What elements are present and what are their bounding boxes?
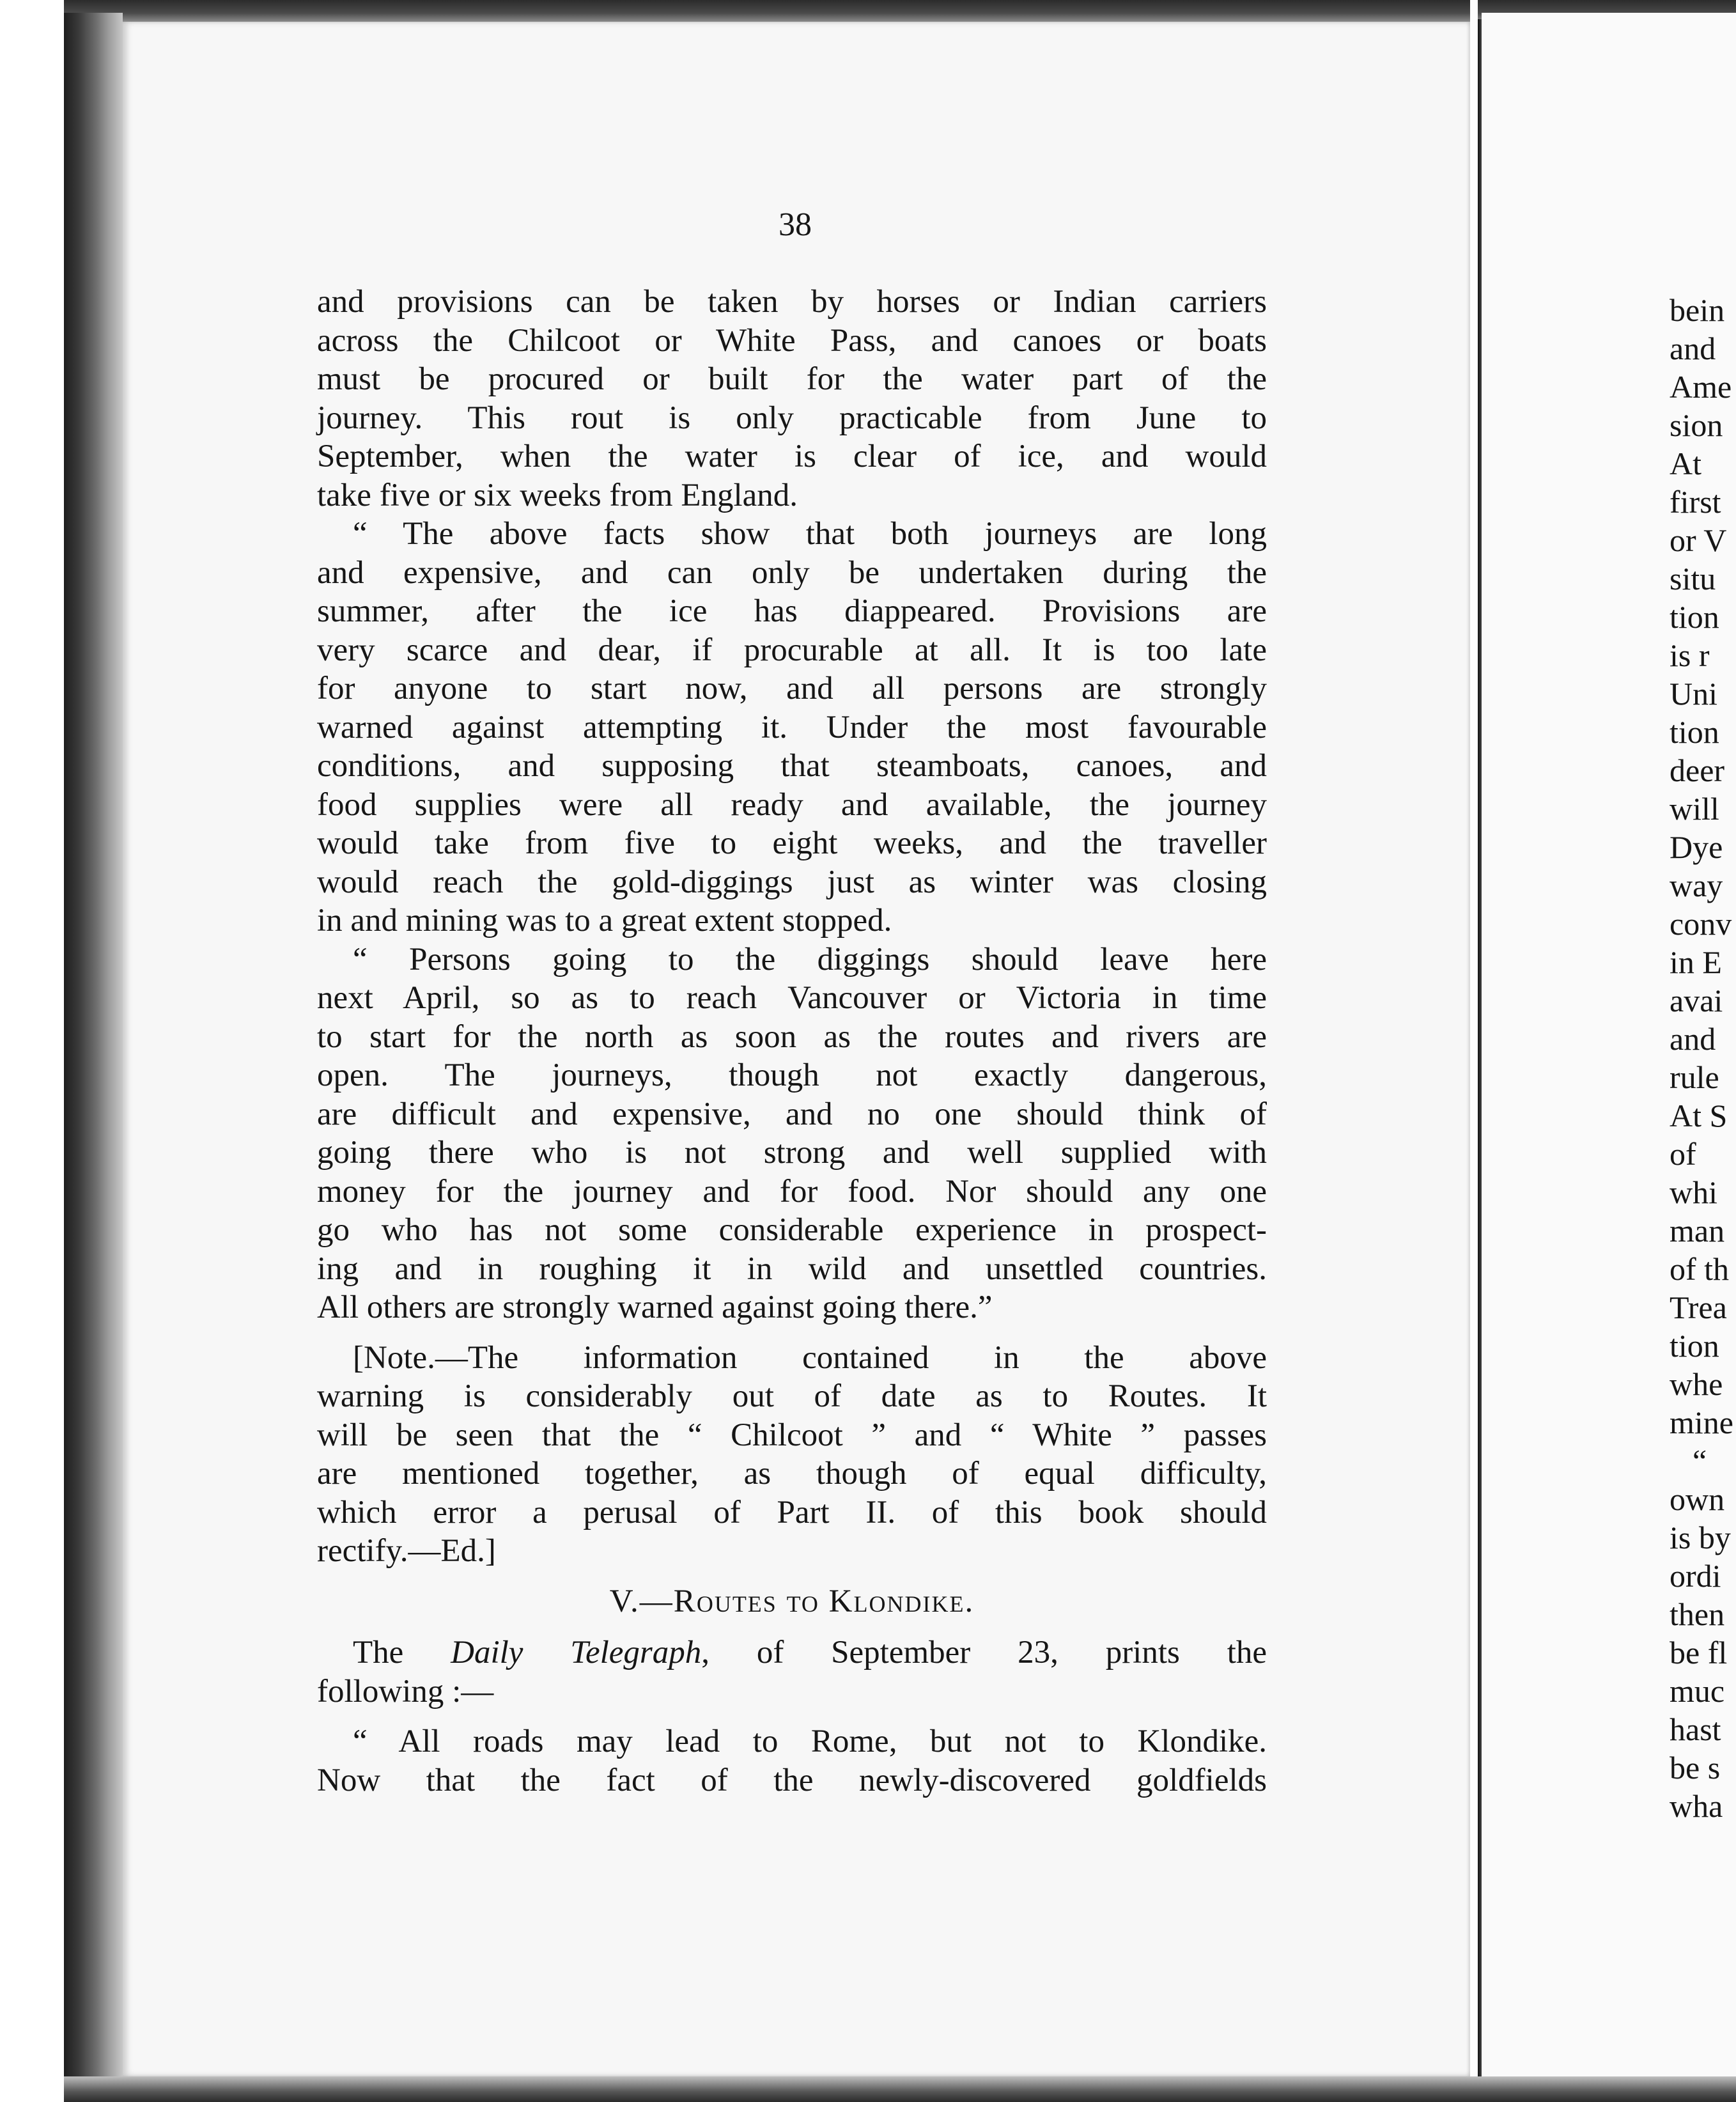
text-line: going there who is not strong and well supplied with — [317, 1135, 1267, 1171]
text-line: summer, after the ice has diappeared. Provisions are — [317, 593, 1267, 629]
text-line: following :— — [317, 1673, 494, 1709]
text-line: food supplies were all ready and available, the journey — [317, 786, 1267, 823]
text-line: warned against attempting it. Under the most favourable — [317, 709, 1267, 745]
right-line: deer — [1670, 752, 1725, 788]
text-line: very scarce and dear, if procurable at all. It is too late — [317, 632, 1267, 668]
text-line — [317, 1633, 1267, 1672]
right-line: man — [1670, 1213, 1725, 1249]
right-line: wha — [1670, 1788, 1723, 1824]
text-fragment: , of September 23, prints the — [701, 1635, 1267, 1670]
paragraph-gap — [317, 1327, 1267, 1339]
text-line: “ All roads may lead to Rome, but not to Klondike. — [353, 1724, 1267, 1759]
text-line: in and mining was to a great extent stopped. — [317, 903, 892, 938]
text-line: and provisions can be taken by horses or Indian carriers — [317, 284, 1267, 320]
right-line: is by — [1670, 1520, 1731, 1555]
text-line: would take from five to eight weeks, and the traveller — [317, 825, 1267, 861]
right-line: or V — [1670, 522, 1727, 558]
right-line: and — [1670, 331, 1716, 366]
right-line: way — [1670, 868, 1723, 903]
right-line: bein — [1670, 292, 1725, 328]
text-line: open. The journeys, though not exactly dangerous, — [317, 1057, 1267, 1093]
right-line: muc — [1670, 1673, 1725, 1709]
note-line: are mentioned together, as though of equal difficulty, — [317, 1456, 1267, 1491]
text-line: ing and in roughing it in wild and unsettled countries. — [317, 1250, 1267, 1287]
right-line: conv — [1670, 906, 1732, 942]
text-line: would reach the gold-diggings just as winter was closing — [317, 864, 1267, 900]
right-line: At — [1670, 446, 1701, 481]
text-line: must be procured or built for the water part of the — [317, 361, 1267, 397]
right-line: ordi — [1670, 1558, 1721, 1594]
right-line: is r — [1670, 637, 1710, 673]
text-line: next April, so as to reach Vancouver or Victoria in time — [317, 980, 1267, 1016]
right-line: whe — [1670, 1366, 1723, 1402]
note-line: which error a perusal of Part II. of this book should — [317, 1494, 1267, 1530]
page-body-text — [317, 283, 1267, 1800]
right-line: “ — [1693, 1443, 1707, 1479]
right-line: mine — [1670, 1405, 1733, 1440]
right-line: Dye — [1670, 829, 1723, 865]
note-line: [Note.—The information contained in the above — [353, 1339, 1267, 1376]
right-page-text-fragments — [1670, 0, 1736, 2102]
text-line: conditions, and supposing that steamboats, canoes, and — [317, 748, 1267, 784]
right-line: own — [1670, 1481, 1725, 1517]
right-line: whi — [1670, 1174, 1717, 1210]
right-line: in E — [1670, 944, 1722, 980]
book-bottom-edge — [64, 2076, 1736, 2102]
page-number: 38 — [779, 206, 812, 243]
right-line: be fl — [1670, 1635, 1728, 1670]
right-line: tion — [1670, 1328, 1719, 1364]
text-line: “ The above facts show that both journeys are long — [353, 516, 1267, 552]
right-line: be s — [1670, 1750, 1721, 1786]
text-line: money for the journey and for food. Nor should any one — [317, 1173, 1267, 1210]
right-line: At S — [1670, 1098, 1728, 1133]
paragraph-gap — [317, 1711, 1267, 1722]
newspaper-title: Daily Telegraph — [451, 1635, 702, 1670]
right-line: rule — [1670, 1059, 1719, 1095]
right-line: situ — [1670, 561, 1716, 596]
section-heading: V.—Routes to Klondike. — [609, 1583, 975, 1619]
text-line: go who has not some considerable experience in prospect- — [317, 1212, 1267, 1248]
text-line: to start for the north as soon as the routes and rivers are — [317, 1018, 1267, 1055]
right-line: will — [1670, 791, 1719, 827]
right-line: and — [1670, 1021, 1716, 1057]
text-line: journey. This rout is only practicable from June to — [317, 400, 1267, 436]
text-line: and expensive, and can only be undertaken during the — [317, 554, 1267, 591]
text-line: “ Persons going to the diggings should leave here — [353, 941, 1267, 977]
right-line: of th — [1670, 1251, 1730, 1287]
note-line: will be seen that the “ Chilcoot ” and “ White ” passes — [317, 1417, 1267, 1453]
right-line: Trea — [1670, 1289, 1727, 1325]
book-spine-shadow — [64, 13, 123, 2097]
right-line: hast — [1670, 1711, 1721, 1747]
right-line: tion — [1670, 714, 1719, 750]
note-line: warning is considerably out of date as to Routes. It — [317, 1378, 1267, 1414]
right-line: tion — [1670, 599, 1719, 635]
right-line: then — [1670, 1596, 1725, 1632]
text-line: Now that the fact of the newly-discovered goldfields — [317, 1762, 1267, 1798]
text-line: are difficult and expensive, and no one should think of — [317, 1096, 1267, 1132]
right-line: Ame — [1670, 369, 1732, 405]
text-fragment: The — [353, 1635, 451, 1670]
right-line: avai — [1670, 983, 1723, 1018]
note-line: rectify.—Ed.] — [317, 1533, 496, 1569]
right-line: sion — [1670, 407, 1723, 443]
right-line: first — [1670, 484, 1721, 520]
text-line: for anyone to start now, and all persons are strongly — [317, 671, 1267, 706]
right-line: Uni — [1670, 676, 1717, 712]
text-line: All others are strongly warned against going there.” — [317, 1289, 993, 1325]
right-line: of — [1670, 1136, 1696, 1172]
page-gutter — [1470, 0, 1478, 2102]
text-line: take five or six weeks from England. — [317, 477, 798, 513]
text-line: September, when the water is clear of ice, and would — [317, 439, 1267, 474]
text-line: across the Chilcoot or White Pass, and canoes or boats — [317, 322, 1267, 359]
